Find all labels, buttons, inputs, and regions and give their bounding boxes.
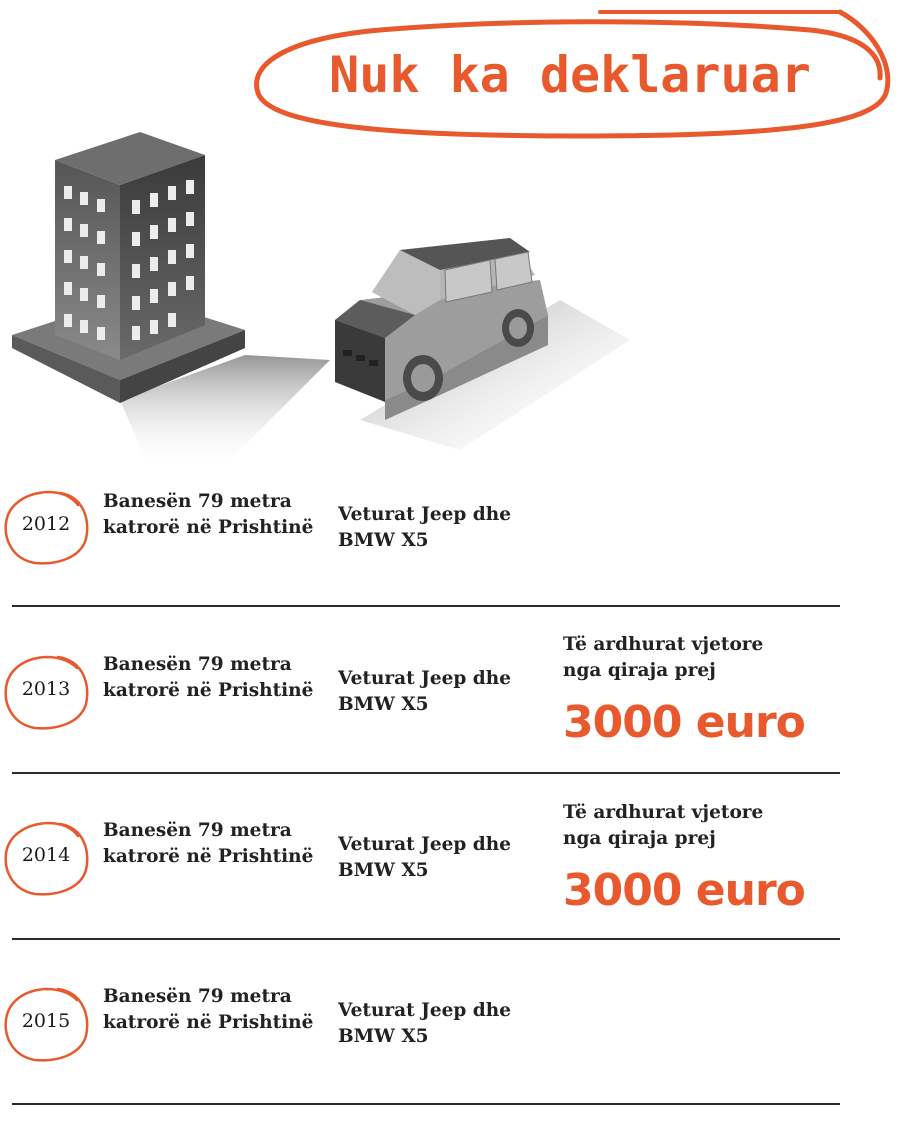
- property-illustration: [0, 120, 660, 480]
- year-row-2012: [0, 485, 900, 650]
- row-divider: [12, 772, 840, 774]
- year-label: 2014: [21, 844, 71, 866]
- income-amount: 3000 euro: [563, 865, 805, 916]
- year-badge: [0, 487, 92, 567]
- cars-text: Veturat Jeep dhe BMW X5: [338, 1000, 511, 1047]
- row-divider: [12, 938, 840, 940]
- year-badge: [0, 984, 92, 1064]
- building-icon: [12, 132, 330, 470]
- page-title: Nuk ka deklaruar: [329, 46, 811, 104]
- apartment-text: Banesën 79 metra katrorë në Prishtinë: [103, 654, 314, 701]
- cars-text: Veturat Jeep dhe BMW X5: [338, 668, 511, 715]
- year-badge: [0, 818, 92, 898]
- year-label: 2015: [21, 1010, 71, 1032]
- cars-text: Veturat Jeep dhe BMW X5: [338, 834, 511, 881]
- row-divider: [12, 605, 840, 607]
- year-label: 2012: [21, 513, 71, 535]
- year-label: 2013: [21, 678, 71, 700]
- year-badge: [0, 652, 92, 732]
- row-divider: [12, 1103, 840, 1105]
- cars-text: Veturat Jeep dhe BMW X5: [338, 504, 511, 551]
- income-block: [563, 800, 863, 916]
- income-block: [563, 632, 863, 748]
- income-amount: 3000 euro: [563, 697, 805, 748]
- car-icon: [335, 238, 630, 450]
- apartment-text: Banesën 79 metra katrorë në Prishtinë: [103, 820, 314, 867]
- income-label: Të ardhurat vjetore nga qiraja prej: [563, 634, 764, 681]
- apartment-text: Banesën 79 metra katrorë në Prishtinë: [103, 491, 314, 538]
- apartment-text: Banesën 79 metra katrorë në Prishtinë: [103, 986, 314, 1033]
- income-label: Të ardhurat vjetore nga qiraja prej: [563, 802, 764, 849]
